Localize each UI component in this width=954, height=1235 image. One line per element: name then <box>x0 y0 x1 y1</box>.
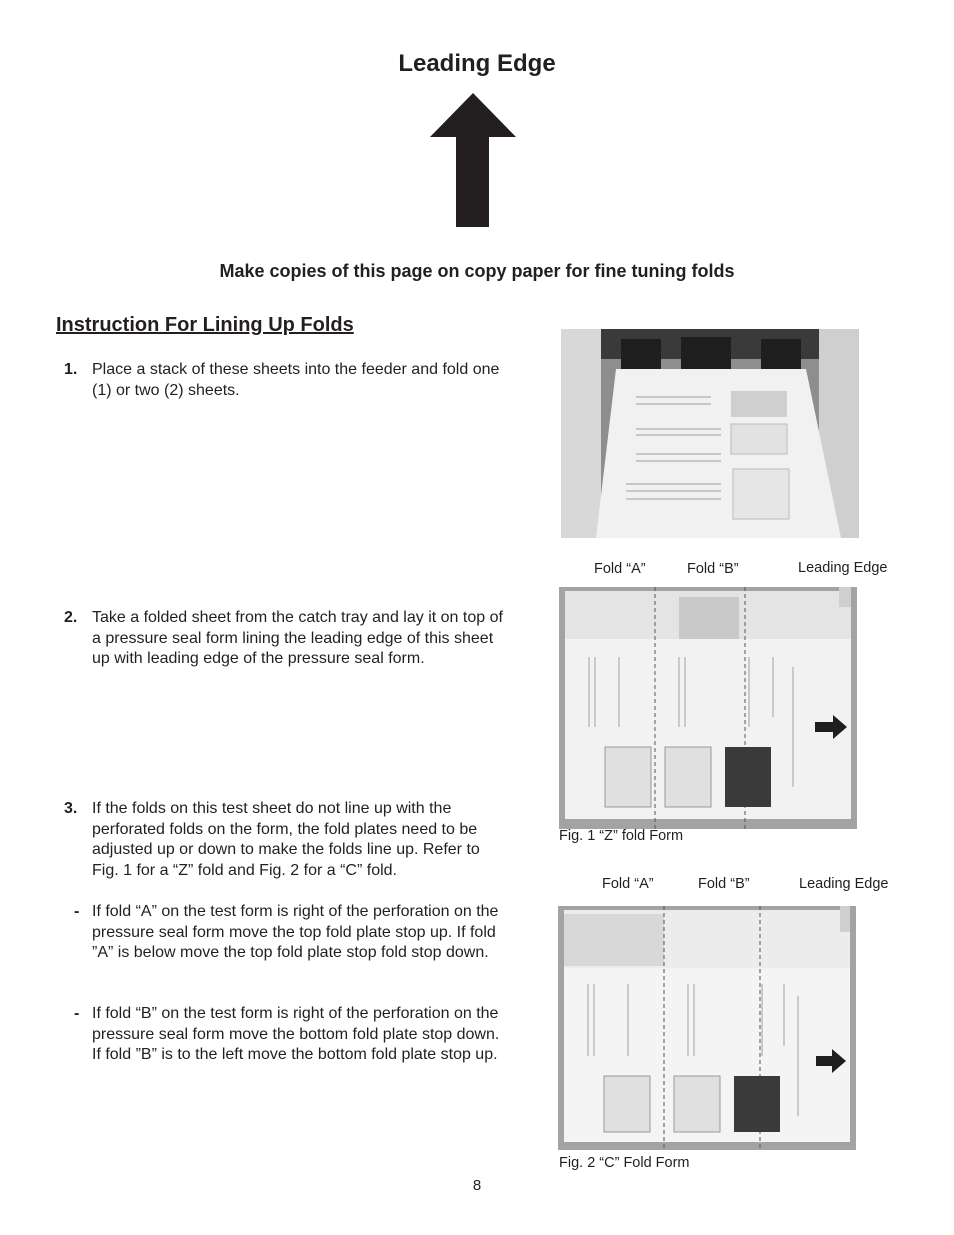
fig2-c-fold-image <box>558 906 856 1150</box>
bullet-text: If fold “A” on the test form is right of the perforation on the pressure seal form move the top fold plate stop up. If fold ”A” is below move the top fold plate stop fold stop down. <box>92 903 499 961</box>
step-text: Place a stack of these sheets into the feeder and fold one (1) or two (2) sheets. <box>92 361 500 399</box>
fig2-fold-b-label: Fold “B” <box>698 876 750 892</box>
fig2-fold-a-label: Fold “A” <box>602 876 654 892</box>
page-title: Leading Edge <box>398 50 556 77</box>
fig1-fold-b-label: Fold “B” <box>687 561 739 577</box>
copy-instruction: Make copies of this page on copy paper for fine tuning folds <box>219 261 735 281</box>
step-1 <box>64 360 504 401</box>
feeder-photo-image <box>561 329 859 538</box>
fig1-z-fold-image <box>559 587 857 829</box>
fig2-caption: Fig. 2 “C” Fold Form <box>559 1155 690 1171</box>
fig2-leading-edge-label: Leading Edge <box>799 876 889 892</box>
step-number: 2. <box>64 609 78 626</box>
fig1-caption: Fig. 1 “Z” fold Form <box>559 828 684 844</box>
step-text: Take a folded sheet from the catch tray and lay it on top of a pressure seal form lining the leading edge of this sheet up with leading edge of the pressure seal form. <box>92 609 503 667</box>
fig2-c-fold-photo <box>558 906 856 1150</box>
bullet-marker: - <box>74 903 80 920</box>
step-text: If the folds on this test sheet do not line up with the perforated folds on the form, the fold plates need to be adjusted up or down to make the folds line up. Refer to Fig. 1 for a “Z” fold and Fig. 2 for a “C” fold. <box>92 800 480 879</box>
step-3 <box>64 799 504 881</box>
bullet-text: If fold “B” on the test form is right of the perforation on the pressure seal form move the bottom fold plate stop down. If fold ”B” is to the left move the bottom fold plate stop up. <box>92 1005 500 1063</box>
step-number: 1. <box>64 361 78 378</box>
bullet-marker: - <box>74 1005 80 1022</box>
section-heading: Instruction For Lining Up Folds <box>56 314 354 336</box>
fig1-fold-a-label: Fold “A” <box>594 561 646 577</box>
fig1-z-fold-photo <box>559 587 857 829</box>
feeder-photo <box>561 329 859 538</box>
bullet-fold-b <box>64 1004 504 1066</box>
arrow-up-icon <box>428 93 518 229</box>
step-2 <box>64 608 504 670</box>
page-number: 8 <box>472 1177 482 1194</box>
step-number: 3. <box>64 800 78 817</box>
fig1-leading-edge-label: Leading Edge <box>798 560 888 576</box>
bullet-fold-a <box>64 902 504 964</box>
